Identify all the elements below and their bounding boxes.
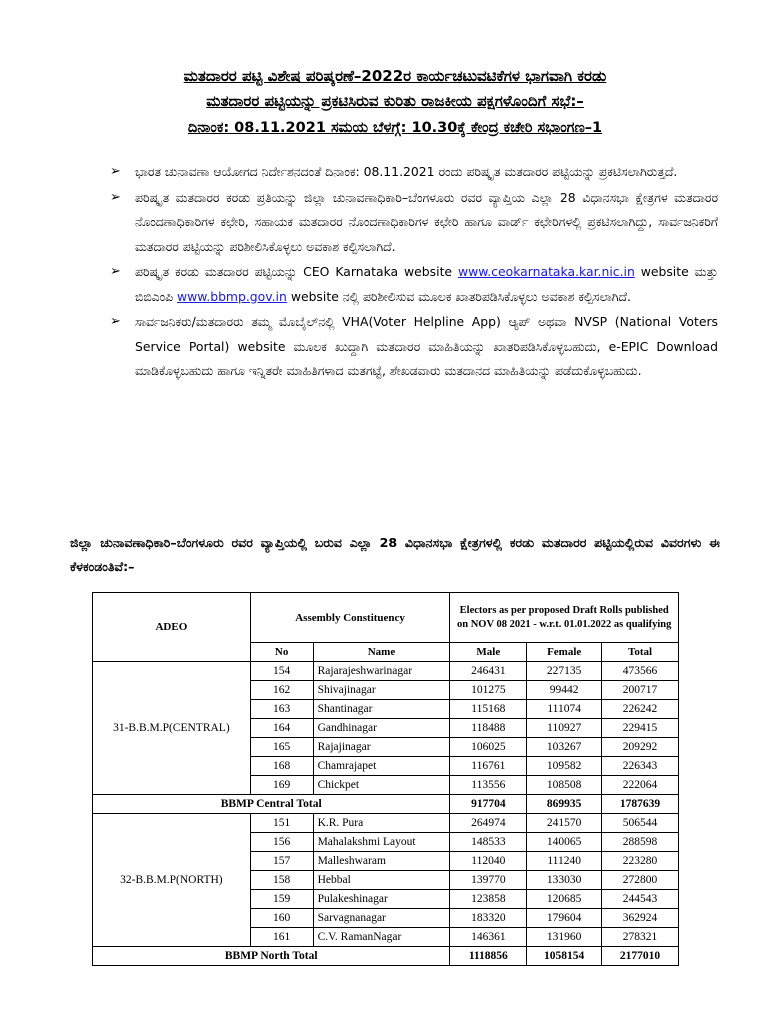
ac-number: 156: [250, 833, 313, 852]
male-count: 146361: [450, 928, 527, 947]
female-count: 99442: [527, 681, 602, 700]
bullet-item-4: [110, 310, 718, 384]
north-total-row: [93, 947, 679, 966]
female-count: 110927: [527, 719, 602, 738]
male-count: 264974: [450, 814, 527, 833]
ac-name: C.V. RamanNagar: [313, 928, 450, 947]
male-count: 116761: [450, 757, 527, 776]
total-label: BBMP North Total: [93, 947, 450, 966]
ac-number: 157: [250, 852, 313, 871]
central-total-row: [93, 795, 679, 814]
meeting-date-line: ದಿನಾಂಕ: 08.11.2021 ಸಮಯ ಬೆಳಗ್ಗೆ: 10.30ಕ್ಕೆ ಕೇಂದ್ರ ಕಚೇರಿ ಸಭಾಂಗಣ–1: [187, 120, 603, 136]
male-count: 183320: [450, 909, 527, 928]
ac-number: 161: [250, 928, 313, 947]
female-count: 241570: [527, 814, 602, 833]
ceo-karnataka-link[interactable]: www.ceokarnataka.kar.nic.in: [457, 264, 635, 279]
adeo-north: 32-B.B.M.P(NORTH): [93, 814, 251, 947]
ac-number: 168: [250, 757, 313, 776]
arrow-bullet-icon: ➢: [110, 189, 121, 205]
header-no: No: [250, 643, 313, 662]
bullet-item-2: [110, 186, 718, 260]
header-female: Female: [527, 643, 602, 662]
female-count: 179604: [527, 909, 602, 928]
ac-name: Shantinagar: [313, 700, 450, 719]
ac-number: 154: [250, 662, 313, 681]
bullet-text: ಪರಿಷ್ಕೃತ ಮತದಾರರ ಕರಡು ಪ್ರತಿಯನ್ನು ಜಿಲ್ಲಾ ಚುನಾವಣಾಧಿಕಾರಿ–ಬೆಂಗಳೂರು ರವರ ವ್ಯಾಪ್ತಿಯ ಎಲ್ಲಾ 28 ವಿಧಾನಸಭಾ ಕ್ಷೇತ್ರಗಳ ಮತದಾರರ ನೊಂದಣಾಧಿಕಾರಿಗಳ ಕಛೇರಿ, ಸಹಾಯಕ ಮತದಾರರ ನೊಂದಣಾಧಿಕಾರಿಗಳ ಕಛೇರಿ ಹಾಗೂ ವಾರ್ಡ್ ಕಛೇರಿಗಳಲ್ಲಿ ಪ್ರಕಟಿಸಲಾಗಿದ್ದು, ಸಾರ್ವಜನಿಕರಿಗೆ ಮತದಾರರ ಪಟ್ಟಿಯನ್ನು ಪರಿಶೀಲಿಸಿಕೊಳ್ಳಲು ಅವಕಾಶ ಕಲ್ಪಿಸಲಾಗಿದೆ.: [135, 189, 718, 254]
total-count: 226242: [602, 700, 679, 719]
female-count: 103267: [527, 738, 602, 757]
male-count: 148533: [450, 833, 527, 852]
ac-name: Hebbal: [313, 871, 450, 890]
header-male: Male: [450, 643, 527, 662]
female-count: 111074: [527, 700, 602, 719]
ac-number: 151: [250, 814, 313, 833]
female-count: 227135: [527, 662, 602, 681]
header-total: Total: [602, 643, 679, 662]
total-male: 917704: [450, 795, 527, 814]
bullet-text: ಪರಿಷ್ಕೃತ ಕರಡು ಮತದಾರರ ಪಟ್ಟಿಯನ್ನು CEO Karnataka website: [135, 264, 453, 279]
ac-name: Chickpet: [313, 776, 450, 795]
north-group: [93, 814, 679, 966]
female-count: 140065: [527, 833, 602, 852]
ac-name: Shivajinagar: [313, 681, 450, 700]
table-row: [93, 814, 679, 833]
ac-name: Rajarajeshwarinagar: [313, 662, 450, 681]
arrow-bullet-icon: ➢: [110, 314, 121, 329]
female-count: 133030: [527, 871, 602, 890]
male-count: 123858: [450, 890, 527, 909]
bbmp-link[interactable]: www.bbmp.gov.in: [177, 288, 287, 304]
total-count: 278321: [602, 928, 679, 947]
ac-name: Pulakeshinagar: [313, 890, 450, 909]
total-count: 362924: [602, 909, 679, 928]
male-count: 139770: [450, 871, 527, 890]
bullet-text: website ನಲ್ಲಿ ಪರಿಶೀಲಿಸುವ ಮೂಲಕ ಖಾತರಿಪಡಿಸಿಕೊಳ್ಳಲು ಅವಕಾಶ ಕಲ್ಪಿಸಲಾಗಿದೆ.: [290, 288, 631, 304]
header-adeo: ADEO: [93, 593, 251, 662]
central-group: [93, 662, 679, 814]
total-count: 200717: [602, 681, 679, 700]
section-heading: ಜಿಲ್ಲಾ ಚುನಾವಣಾಧಿಕಾರಿ–ಬೆಂಗಳೂರು ರವರ ವ್ಯಾಪ್ತಿಯಲ್ಲಿ ಬರುವ ಎಲ್ಲಾ 28 ವಿಧಾನಸಭಾ ಕ್ಷೇತ್ರಗಳಲ್ಲಿ ಕರಡು ಮತದಾರರ ಪಟ್ಟಿಯಲ್ಲಿರುವ ವಿವರಗಳು ಈ ಕೆಳಕಂಡಂತಿವೆ:–: [70, 535, 720, 574]
ac-name: Mahalakshmi Layout: [313, 833, 450, 852]
total-label: BBMP Central Total: [93, 795, 450, 814]
male-count: 101275: [450, 681, 527, 700]
title-line-2: ಮತದಾರರ ಪಟ್ಟಿಯನ್ನು ಪ್ರಕಟಿಸಿರುವ ಕುರಿತು ರಾಜಕೀಯ ಪಕ್ಷಗಳೊಂದಿಗೆ ಸಭೆ:–: [206, 92, 584, 110]
bullet-item-3: [110, 260, 718, 309]
page-title: [70, 64, 720, 114]
total-female: 1058154: [527, 947, 602, 966]
header-assembly-constituency: Assembly Constituency: [250, 593, 450, 643]
total-count: 222064: [602, 776, 679, 795]
female-count: 111240: [527, 852, 602, 871]
ac-name: Sarvagnanagar: [313, 909, 450, 928]
bullet-text: ಸಾರ್ವಜನಿಕರು/ಮತದಾರರು ತಮ್ಮ ಮೊಬೈಲ್‌ನಲ್ಲಿ VHA(Voter Helpline App) ಆ್ಯಪ್ ಅಥವಾ NVSP (National Voters Service Portal) website ಮೂಲಕ ಖುದ್ದಾಗಿ ಮತದಾರರ ಮಾಹಿತಿಯನ್ನು ಖಾತರಿಪಡಿಸಿಕೊಳ್ಳಬಹುದು, e-EPIC Download ಮಾಡಿಕೊಳ್ಳಬಹುದು ಹಾಗೂ ಇನ್ನಿತರೇ ಮಾಹಿತಿಗಳಾದ ಮತಗಟ್ಟೆ, ಶೇಖಡವಾರು ಮತದಾನದ ಮಾಹಿತಿಯನ್ನು ಪಡೆದುಕೊಳ್ಳಬಹುದು.: [135, 314, 718, 378]
ac-number: 164: [250, 719, 313, 738]
total-male: 1118856: [450, 947, 527, 966]
male-count: 106025: [450, 738, 527, 757]
header-electors: Electors as per proposed Draft Rolls published on NOV 08 2021 - w.r.t. 01.01.2022 as qualifying: [450, 593, 679, 643]
ac-name: Rajajinagar: [313, 738, 450, 757]
bullet-text: ಭಾರತ ಚುನಾವಣಾ ಆಯೋಗದ ನಿರ್ದೇಶನದಂತೆ ದಿನಾಂಕ: 08.11.2021 ರಂದು ಪರಿಷ್ಕೃತ ಮತದಾರರ ಪಟ್ಟಿಯನ್ನು ಪ್ರಕಟಿಸಲಾಗಿರುತ್ತದೆ.: [135, 164, 678, 179]
female-count: 109582: [527, 757, 602, 776]
ac-number: 165: [250, 738, 313, 757]
total-count: 229415: [602, 719, 679, 738]
total-total: 2177010: [602, 947, 679, 966]
total-count: 288598: [602, 833, 679, 852]
arrow-bullet-icon: ➢: [110, 164, 121, 179]
female-count: 120685: [527, 890, 602, 909]
ac-name: K.R. Pura: [313, 814, 450, 833]
bullet-list: [110, 160, 718, 385]
female-count: 131960: [527, 928, 602, 947]
table-row: [93, 662, 679, 681]
male-count: 246431: [450, 662, 527, 681]
ac-number: 158: [250, 871, 313, 890]
electors-table: [92, 592, 679, 966]
ac-number: 159: [250, 890, 313, 909]
total-count: 244543: [602, 890, 679, 909]
male-count: 113556: [450, 776, 527, 795]
bullet-text: website ಮತ್ತು ಬಿಬಿಎಂಪಿ: [135, 264, 718, 304]
ac-number: 160: [250, 909, 313, 928]
total-count: 223280: [602, 852, 679, 871]
ac-number: 162: [250, 681, 313, 700]
title-line-1: ಮತದಾರರ ಪಟ್ಟಿ ವಿಶೇಷ ಪರಿಷ್ಕರಣೆ–2022ರ ಕಾರ್ಯಚಟುವಟಿಕೆಗಳ ಭಾಗವಾಗಿ ಕರಡು: [183, 67, 607, 85]
total-count: 506544: [602, 814, 679, 833]
male-count: 112040: [450, 852, 527, 871]
total-count: 209292: [602, 738, 679, 757]
ac-name: Gandhinagar: [313, 719, 450, 738]
total-total: 1787639: [602, 795, 679, 814]
arrow-bullet-icon: ➢: [110, 264, 121, 279]
total-count: 473566: [602, 662, 679, 681]
ac-number: 163: [250, 700, 313, 719]
female-count: 108508: [527, 776, 602, 795]
male-count: 115168: [450, 700, 527, 719]
ac-name: Chamrajapet: [313, 757, 450, 776]
male-count: 118488: [450, 719, 527, 738]
total-female: 869935: [527, 795, 602, 814]
total-count: 272800: [602, 871, 679, 890]
ac-name: Malleshwaram: [313, 852, 450, 871]
bullet-item-1: [110, 160, 718, 185]
total-count: 226343: [602, 757, 679, 776]
ac-number: 169: [250, 776, 313, 795]
adeo-central: 31-B.B.M.P(CENTRAL): [93, 662, 251, 795]
header-name: Name: [313, 643, 450, 662]
